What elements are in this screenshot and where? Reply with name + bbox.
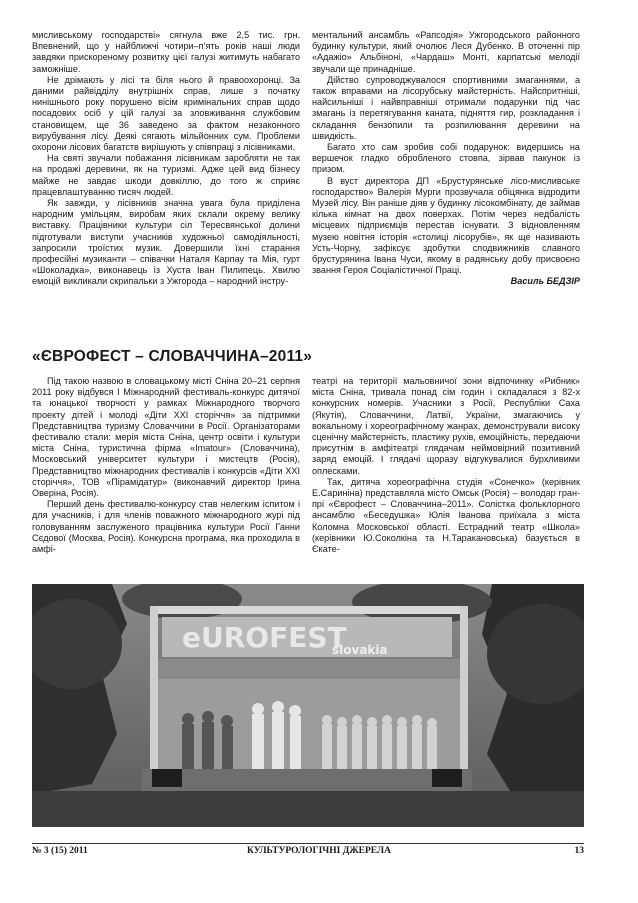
author-signature: Василь БЕДЗІР	[510, 276, 580, 287]
paragraph: Перший день фестивалю-конкурсу став нелегким іспитом і для учасників, і для членів поважного міжнародного журі під головуванням заслуженого працівника культури Росії Ганни Сєдової (Москва, Росія). Конкурсна програма, яка проходила в амфі-	[32, 499, 300, 555]
column-1	[32, 30, 300, 288]
paragraph: ментальний ансамбль «Рапсодія» Ужгородського районного будинку культури, який очолює Леся Дубенко. В оточенні пір «Адажіо» Альбіноні, «Чардаш» Монті, карпатські мелодії звучали ще принадніше.	[312, 30, 580, 74]
paragraph: Так, дитяча хореографічна студія «Сонечко» (керівник Е.Сариніна) представляла місто Омськ (Росія) – володар гран-прі «Єврофест – Словаччина–2011». Солістка фольклорного ансамблю «Беседушка» Юлія Іванова приїхала з міста Коломна Московської області. Естрадний театр «Школа» (керівники Ю.Соколкіна та Н.Таракановська) базується в Єкате-	[312, 476, 580, 555]
paragraph: театрі на території мальовничої зони відпочинку «Рибник» міста Сніна, тривала понад сім годин і складалася з 82-х конкурсних номерів. Учасники з Росії, Республіки Саха (Якутія), Словаччини, Латвії, України, змагаючись у вокальному і хореографічному жанрах, демонстрували високу сценічну майстерність, пластику рухів, емоційність, передаючи присутнім в амфітеатрі глядачам неймовірний позитивний заряд емоцій. І глядачі щоразу відгукувалися бурхливими оплесками.	[312, 376, 580, 476]
issue-number: № 3 (15) 2011	[32, 846, 88, 856]
paragraph: мисливському господарстві» сягнула вже 2,5 тис. грн. Впевнений, що у найближчі чотири–п’ять років наші люди завдяки прискореному розвитку цієї галузі житимуть набагато заможніше.	[32, 30, 300, 74]
festival-stage-photo	[32, 584, 584, 827]
paragraph: Як завжди, у лісівників значна увага була приділена народним умільцям, виробам яких склали окрему велику виставку. Працівники культури сіл Тересвянської долини підготували виступи учасників художньої самодіяльності, запросили троїстих музик. Довершили їхні старання професійні музиканти – співачки Наталя Карпау та Мія, гурт «Шоколадка», виконавець із Хуста Іван Пилипець. Хвилю емоцій викликали скрипальки з Ужгорода – народний інстру-	[32, 198, 300, 287]
banner-subtitle: slovakia	[332, 643, 388, 657]
paragraph: Багато хто сам зробив собі подарунок: видершись на вершечок гладко обробленого стовпа, зірвав пакунок із призом.	[312, 142, 580, 175]
paragraph: На святі звучали побажання лісівникам заробляти не так на продажі деревини, як на туризмі. Адже цей вид бізнесу майже не завдає шкоди довкіллю, до того ж сприяє працевлаштуванню тисяч людей.	[32, 153, 300, 197]
journal-title: КУЛЬТУРОЛОГІЧНІ ДЖЕРЕЛА	[247, 846, 391, 856]
article-heading: «ЄВРОФЕСТ – СЛОВАЧЧИНА–2011»	[32, 348, 313, 365]
column-3	[32, 376, 300, 555]
banner-title: eUROFEST	[182, 621, 347, 654]
paragraph: В вуст директора ДП «Брустурянське лісо-мисливське господарство» Валерія Мурги прозвучала обіцянка відродити Музей лісу. Він раніше діяв у будинку лісокомбінату, де займав кілька кімнат на двох поверхах. Потім через недбалість місцевих підприємців перестав існувати. З відновленням музею новітня історія «столиці лісорубів», як ще називають Усть-Чорну, зафіксує здобутки сподвижників славного брустурянина Івана Чуси, якому в радянську добу присвоєно звання Героя Соціалістичної Праці.	[312, 175, 580, 276]
page-number: 13	[574, 846, 584, 856]
paragraph: Не дрімають у лісі та біля нього й правоохоронці. За даними райвідділу внутрішніх справ, лише з початку нинішнього року порушено вісім кримінальних справ щодо посадових осіб у цій галузі за зловживання службовим становищем, ще 36 заведено за фактом незаконного вирубування лісу. Деякі сягають мільйонних сум. Проблеми охорони лісових багатств вирішують у співпраці з лісівниками.	[32, 74, 300, 153]
column-2	[312, 30, 580, 288]
paragraph: Під такою назвою в словацькому місті Сніна 20–21 серпня 2011 року відбувся І Міжнародний фестиваль-конкурс дитячої та юнацької творчості у рамках Міжнародного творчого проекту дітей і молоді «Діти ХХІ сторіччя» за підтримки Представництва туризму Словаччини в Росії. Організаторами фестивалю стали: мерія міста Сніна, центр освіти і культури міста Сніна, туристична фірма «Imatour» (Словаччина), Московський університет культури і мистецтв (Росія), Представництво міжнародних фестивалів і конкурсів «Діти ХХІ сторіччя», ТОВ «Пірамідатур» (виконавчий директор Ірина Оверіна, Росія).	[32, 376, 300, 499]
column-4	[312, 376, 580, 555]
paragraph: Дійство супроводжувалося спортивними змаганнями, а також вправами на лісорубську майстерність. Найспритніші, найсильніші і найвправніші отримали подарунки під час змагань із перетягування каната, підняття гир, розкладання і складання бензопили та розпилювання деревини на швидкість.	[312, 74, 580, 141]
footer-divider	[32, 843, 584, 844]
